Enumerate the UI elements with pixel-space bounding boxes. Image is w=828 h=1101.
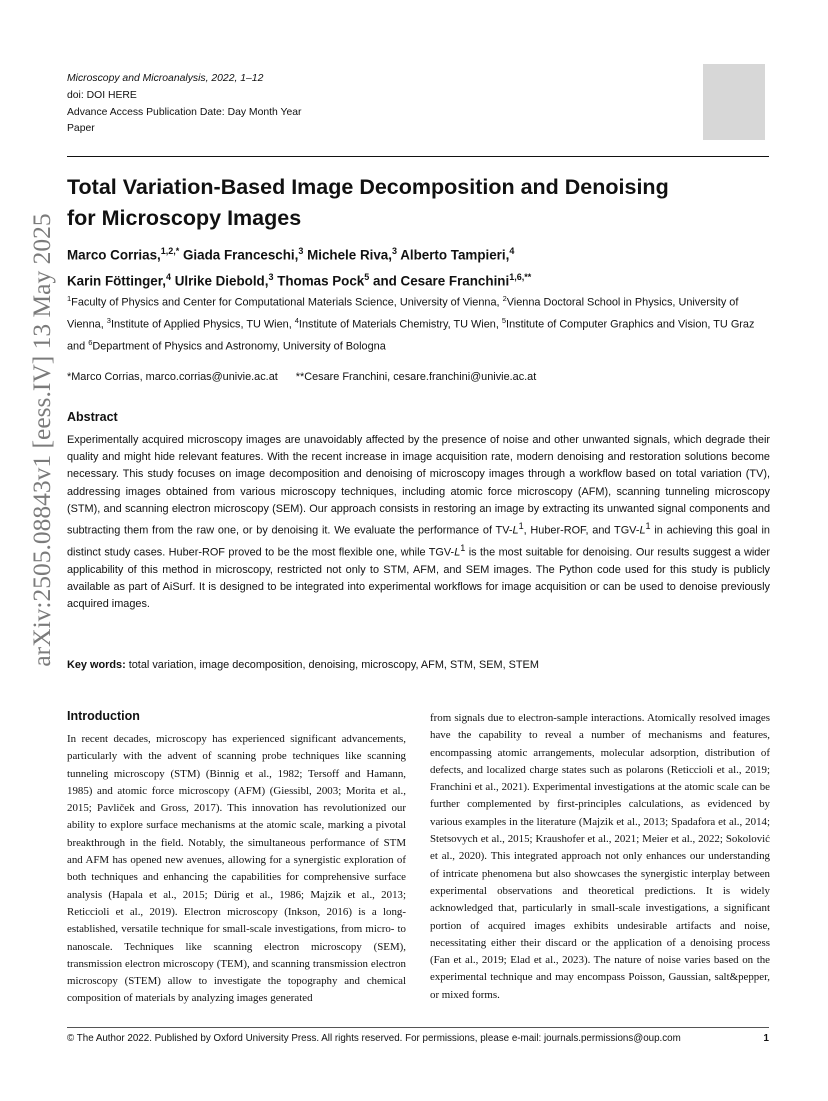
author-name: Giada Franceschi, [179, 247, 299, 263]
abstract-part: Experimentally acquired microscopy images are unavoidably affected by the presence of noise and other unwanted signals, which degrade their quality and might hide relevant features. With the recent increase in image acquisition rate, modern denoising and restoration solutions become necessary. This study focuses on image decomposition and denoising of microscopy images through a workflow based on total variation (TV), addressing images obtained from various microscopy techniques, including atomic force microscopy (AFM), scanning tunneling microscopy (STM), and scanning electron microscopy (SEM). Our approach consists in restoring an image by extracting its unwanted signal components and subtracting them from the raw one, or by denoising it. We evaluate the performance of TV- [67, 434, 770, 537]
introduction-column-right: from signals due to electron-sample interactions. Atomically resolved images have the capability to reveal a number of mechanisms and features, encompassing atomic arrangements, molecular adsorption, distribution of defects, and localized charge states such as polarons (Reticcioli et al., 2019; Franchini et al., 2021). Experimental investigations at the atomic scale can be further complemented by first-principles calculations, as evidenced by various examples in the literature (Majzik et al., 2013; Spadafora et al., 2014; Stetsovych et al., 2015; Kraushofer et al., 2021; Meier et al., 2022; Sokolović et al., 2020). This integrated approach not only enhances our understanding of intricate phenomena but also showcases the synergistic interplay between experimental observations and theoretical predictions. It is widely acknowledged that, particularly in small-scale investigations, a significant portion of acquired images exhibits undesirable artifacts and noise, necessitating either their discard or the application of a denoising process (Fan et al., 2019; Elad et al., 2023). The nature of noise varies based on the experimental technique and may encompass Poisson, Gaussian, salt&pepper, or mixed forms. [430, 712, 770, 1001]
header-divider [67, 156, 769, 157]
affiliation-number: 4 [294, 316, 299, 326]
affiliation-text: Institute of Computer Graphics and Vision, TU Graz and [67, 318, 755, 353]
abstract-part: , Huber-ROF, and TGV- [523, 524, 640, 537]
affiliation-number: 1 [67, 294, 72, 303]
affiliation-marker: 3 [298, 246, 304, 256]
affiliations [67, 290, 769, 356]
author-name: Alberto Tampieri, [396, 247, 510, 263]
abstract-part: is the most suitable for denoising. Our results suggest a wider applicability of this method in microscopy, restricted not only to STM, AFM, and SEM images. The Python code used for this study is publicly available as part of AiSurf. It is designed to be integrated into experimental workflows for image acquisition or can be used to denoise previously acquired images. [67, 546, 770, 611]
doi-line: doi: DOI HERE [67, 89, 137, 101]
affiliation-marker: 5 [364, 272, 370, 283]
journal-metadata [67, 71, 302, 138]
copyright-notice: © The Author 2022. Published by Oxford University Press. All rights reserved. For permissions, please e-mail: journals.permissions@oup.com [67, 1033, 681, 1044]
math-superscript: 1 [645, 521, 651, 532]
introduction-heading: Introduction [67, 709, 140, 723]
affiliation-text: Institute of Applied Physics, TU Wien, [110, 318, 295, 331]
author-name: Karin Föttinger, [67, 273, 166, 289]
affiliation-marker: 1,6,** [509, 272, 532, 283]
journal-logo-placeholder [703, 64, 765, 140]
corresponding-author-1: *Marco Corrias, marco.corrias@univie.ac.at [67, 371, 278, 383]
affiliation-marker: 1,2,* [160, 246, 180, 256]
affiliation-number: 2 [502, 294, 507, 303]
page-number: 1 [763, 1033, 769, 1044]
author-name: Michele Riva, [303, 247, 392, 263]
correspondence [67, 369, 769, 385]
publication-date: Advance Access Publication Date: Day Month Year [67, 106, 302, 118]
affiliation-number: 6 [88, 338, 93, 348]
affiliation-text: Faculty of Physics and Center for Computational Materials Science, University of Vienna, [71, 296, 503, 309]
affiliation-marker: 3 [268, 272, 274, 283]
affiliation-text: Department of Physics and Astronomy, University of Bologna [92, 340, 386, 353]
page-footer [67, 1032, 769, 1046]
affiliation-marker: 4 [165, 272, 171, 283]
affiliation-number: 3 [106, 316, 111, 326]
author-name: Thomas Pock [273, 273, 365, 289]
article-type: Paper [67, 123, 95, 135]
math-superscript: 1 [518, 521, 524, 532]
author-name: and Cesare Franchini [369, 273, 510, 289]
author-list [67, 240, 767, 293]
math-symbol: L [512, 524, 519, 537]
affiliation-text: Institute of Materials Chemistry, TU Wien, [298, 318, 502, 331]
abstract-text [67, 432, 770, 613]
author-line-1 [67, 240, 767, 266]
keywords-list: total variation, image decomposition, denoising, microscopy, AFM, STM, SEM, STEM [125, 659, 539, 671]
affiliation-marker: 3 [391, 246, 397, 256]
arxiv-identifier[interactable]: arXiv:2505.08843v1 [eess.IV] 13 May 2025 [27, 213, 56, 667]
abstract-part: in achieving this goal in distinct study cases. Huber-ROF proved to be the most flexible one, while TGV- [67, 524, 770, 559]
math-superscript: 1 [460, 542, 466, 553]
introduction-column-left: In recent decades, microscopy has experienced significant advancements, particularly with the advent of scanning probe techniques like scanning tunneling microscopy (STM) (Binnig et al., 1982; Tersoff and Hamann, 1985) and atomic force microscopy (AFM) (Giessibl, 2003; Morita et al., 2015; Pavliček and Gross, 2017). This innovation has revolutionized our ability to explore surface mechanisms at the atomic scale, marking a pivotal breakthrough in the field. Notably, the simultaneous performance of STM and AFM has opened new avenues, allowing for a synergistic exploration of both techniques and enhancing the capabilities for comprehensive surface analysis (Hapala et al., 2015; Dürig et al., 1986; Majzik et al., 2013; Reticcioli et al., 2019). Electron microscopy (Inkson, 2016) is a long-established, versatile technique for small-scale investigations, from micro- to nanoscale. Techniques like scanning electron microscopy (SEM), transmission electron microscopy (TEM), and scanning transmission electron microscopy (STEM) allow to investigate the topography and chemical composition of materials by analyzing images generated [67, 733, 406, 1005]
corresponding-author-2: **Cesare Franchini, cesare.franchini@univie.ac.at [295, 371, 537, 383]
footer-divider [67, 1027, 769, 1028]
abstract-heading: Abstract [67, 410, 118, 424]
paper-title: Total Variation-Based Image Decomposition and Denoising for Microscopy Images [67, 175, 669, 230]
math-symbol: L [454, 546, 461, 559]
author-name: Marco Corrias, [67, 247, 161, 263]
journal-line: Microscopy and Microanalysis, 2022, 1–12 [67, 73, 264, 84]
affiliation-number: 5 [501, 316, 507, 326]
affiliation-text: Vienna Doctoral School in Physics, University of Vienna, [67, 296, 739, 331]
affiliation-marker: 4 [509, 246, 515, 256]
math-symbol: L [639, 524, 646, 537]
author-name: Ulrike Diebold, [170, 273, 269, 289]
keywords [67, 657, 770, 674]
author-line-2 [67, 266, 767, 292]
keywords-label: Key words: [67, 659, 126, 671]
